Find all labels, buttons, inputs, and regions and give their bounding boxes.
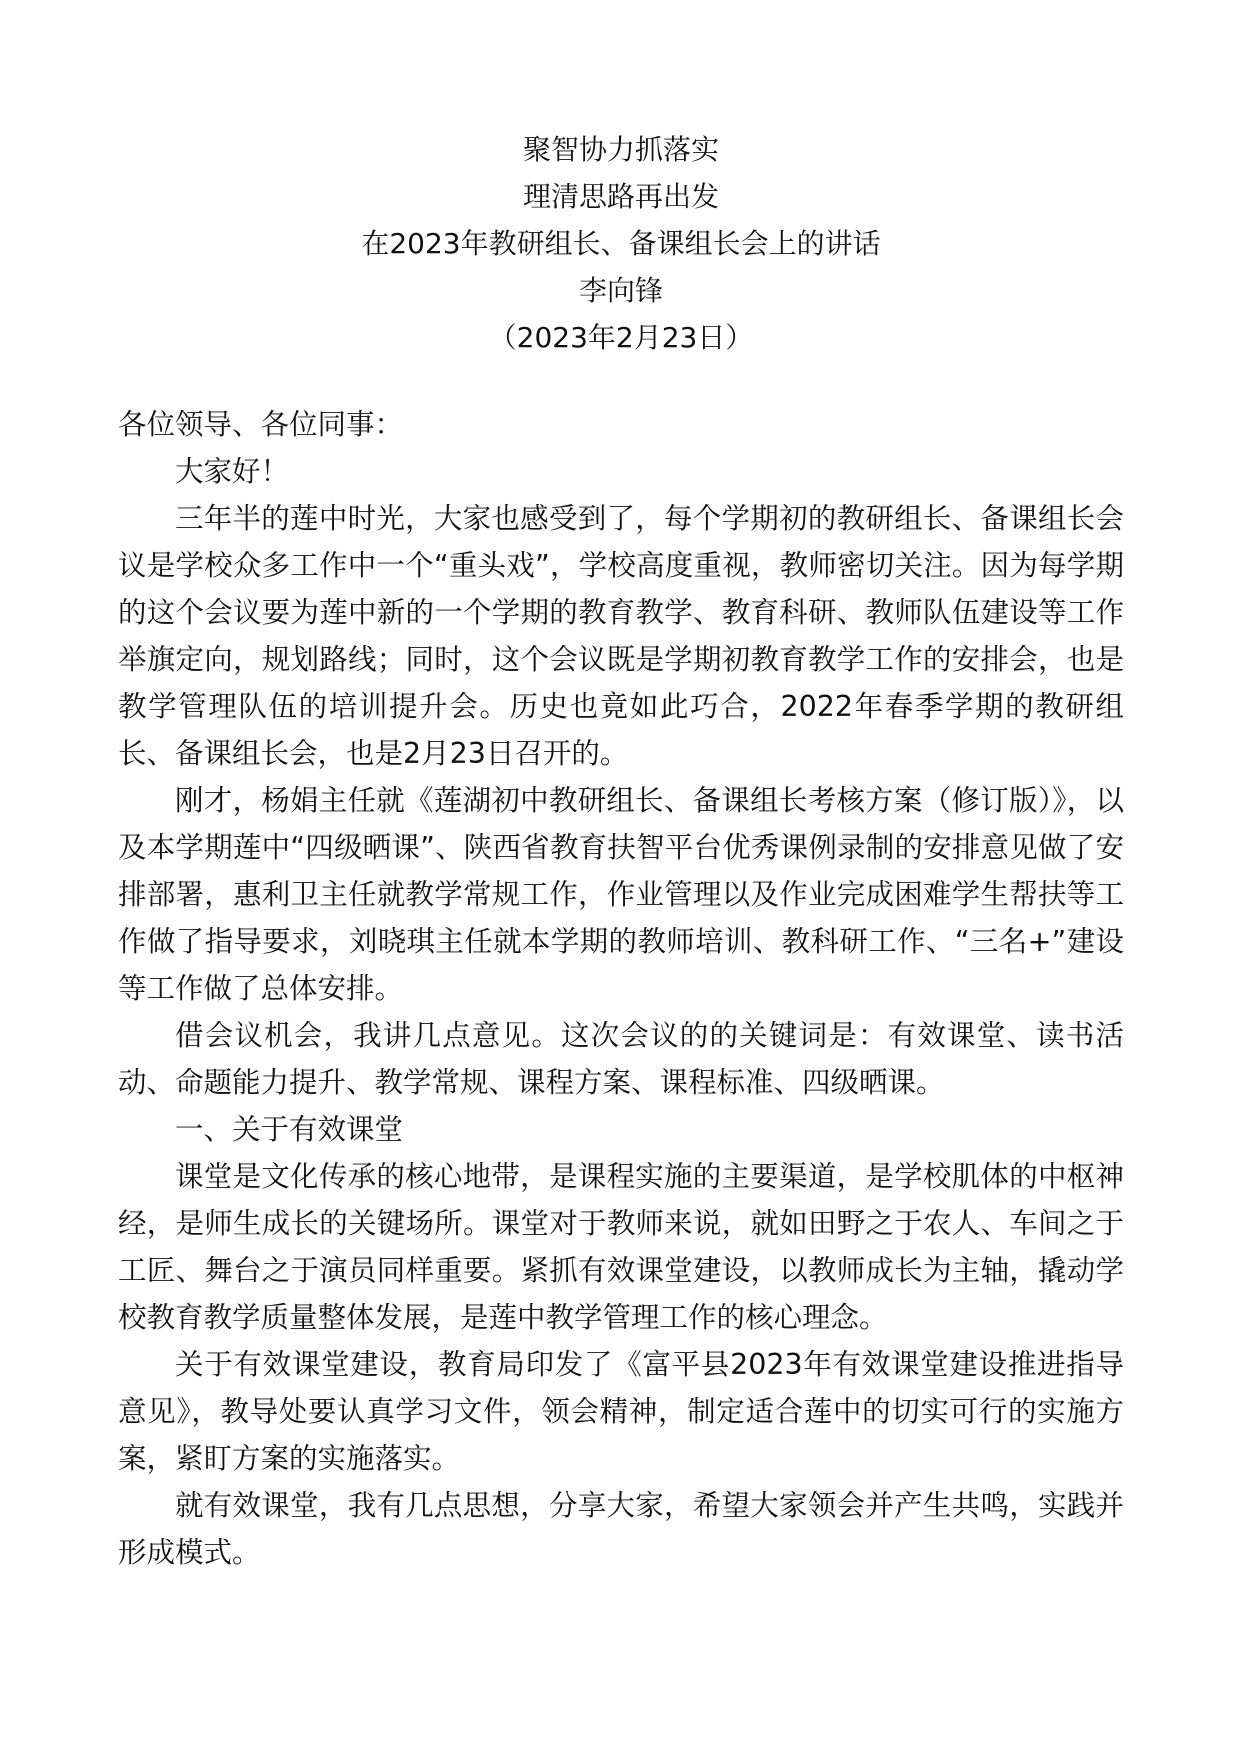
title-block [118, 126, 1124, 361]
paragraph-keywords: 借会议机会，我讲几点意见。这次会议的的关键词是：有效课堂、读书活动、命题能力提升、教学常规、课程方案、课程标准、四级晒课。 [118, 1019, 1124, 1099]
author-name: 李向锋 [578, 274, 663, 307]
paragraph-meeting-importance: 三年半的莲中时光，大家也感受到了，每个学期初的教研组长、备课组长会议是学校众多工作中一个“重头戏”，学校高度重视，教师密切关注。因为每学期的这个会议要为莲中新的一个学期的教育教学、教育科研、教师队伍建设等工作举旗定向，规划路线；同时，这个会议既是学期初教育教学工作的安排会，也是教学管理队伍的培训提升会。历史也竟如此巧合，2022年春季学期的教研组长、备课组长会，也是2月23日召开的。 [118, 502, 1124, 770]
salutation: 各位领导、各位同事： [118, 408, 404, 441]
paragraph-classroom-core: 课堂是文化传承的核心地带，是课程实施的主要渠道，是学校肌体的中枢神经，是师生成长的关键场所。课堂对于教师来说，就如田野之于农人、车间之于工匠、舞台之于演员同样重要。紧抓有效课堂建设，以教师成长为主轴，撬动学校教育教学质量整体发展，是莲中教学管理工作的核心理念。 [118, 1160, 1124, 1334]
paragraph-bureau-guidance: 关于有效课堂建设，教育局印发了《富平县2023年有效课堂建设推进指导意见》，教导处要认真学习文件，领会精神，制定适合莲中的切实可行的实施方案，紧盯方案的实施落实。 [118, 1348, 1124, 1475]
paragraph-previous-arrangements: 刚才，杨娟主任就《莲湖初中教研组长、备课组长考核方案（修订版）》，以及本学期莲中“四级晒课”、陕西省教育扶智平台优秀课例录制的安排意见做了安排部署，惠利卫主任就教学常规工作，作业管理以及作业完成困难学生帮扶等工作做了指导要求，刘晓琪主任就本学期的教师培训、教科研工作、“三名+”建设等工作做了总体安排。 [118, 784, 1124, 1005]
greeting-paragraph: 大家好！ [175, 455, 290, 488]
paragraph-thoughts: 就有效课堂，我有几点思想，分享大家，希望大家领会并产生共鸣，实践并形成模式。 [118, 1489, 1124, 1569]
speech-subtitle: 在2023年教研组长、备课组长会上的讲话 [361, 227, 881, 260]
title-line-1: 聚智协力抓落实 [522, 133, 719, 166]
section-heading-effective-classroom: 一、关于有效课堂 [175, 1113, 404, 1146]
title-line-2: 理清思路再出发 [522, 180, 719, 213]
speech-body [118, 401, 1124, 1576]
speech-date: （2023年2月23日） [488, 321, 754, 354]
